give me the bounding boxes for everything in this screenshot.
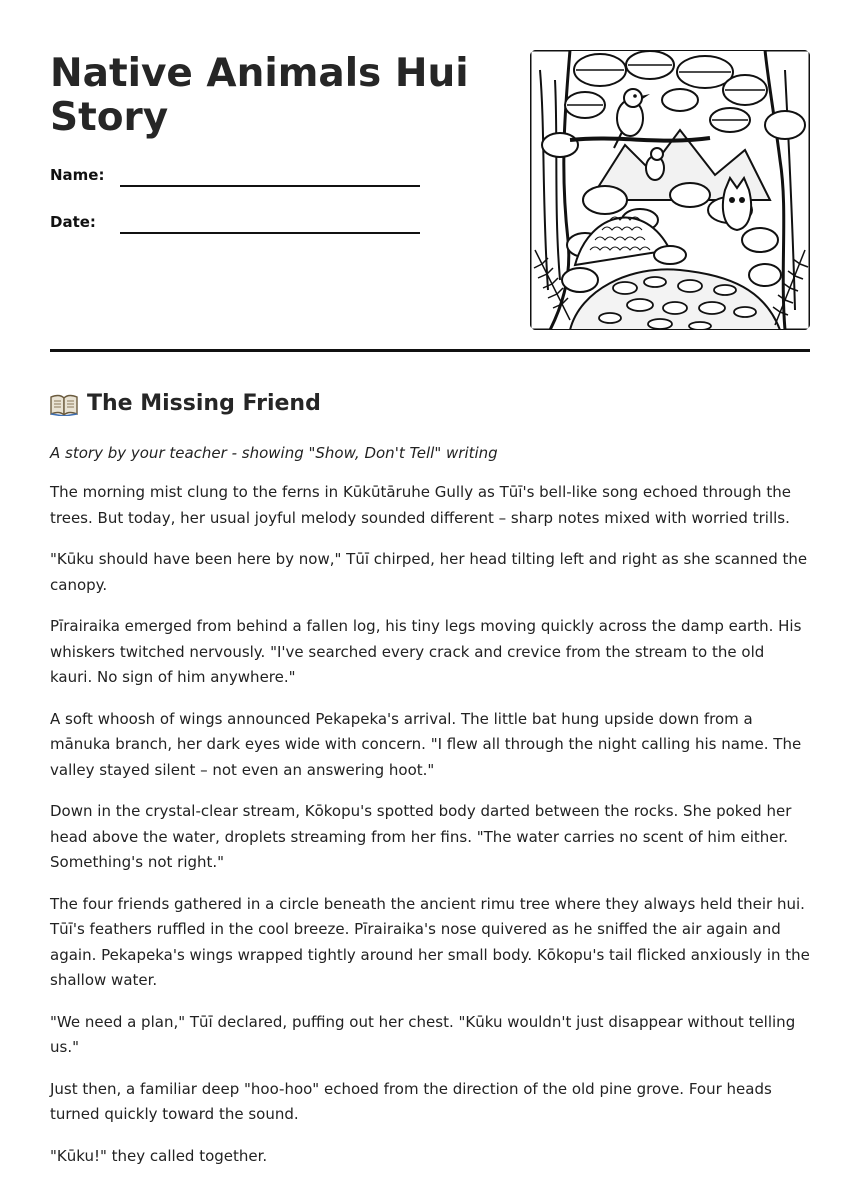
name-label: Name:: [50, 166, 105, 184]
story-paragraph-5: Down in the crystal-clear stream, Kōkopu's spotted body darted between the rocks. She poked her head above the water, droplets streaming from her fins. "The water carries no scent of him either. Something's not right.": [50, 802, 792, 871]
name-write-line: [120, 185, 420, 187]
story-paragraph-3: Pīrairaika emerged from behind a fallen log, his tiny legs moving quickly across the damp earth. His whiskers twitched nervously. "I've searched every crack and crevice from the stream to the old kauri. No sign of him anywhere.": [50, 617, 802, 686]
date-field: [50, 213, 420, 243]
open-book-icon: [50, 393, 78, 415]
story-paragraph-2: "Kūku should have been here by now," Tūī chirped, her head tilting left and right as she scanned the canopy.: [50, 550, 808, 594]
story-byline: A story by your teacher - showing "Show, Don't Tell" writing: [50, 444, 498, 462]
date-label: Date:: [50, 213, 96, 231]
story-paragraph-4: A soft whoosh of wings announced Pekapeka's arrival. The little bat hung upside down from a mānuka branch, her dark eyes wide with concern. "I flew all through the night calling his name. The valley stayed silent – not even an answering hoot.": [50, 709, 802, 779]
story-section: [50, 387, 810, 1185]
header-divider: [50, 349, 810, 352]
page-title: Native Animals Hui Story: [50, 51, 469, 140]
story-paragraph-6: The four friends gathered in a circle beneath the ancient rimu tree where they always held their hui. Tūī's feathers ruffled in the cool breeze. Pīrairaika's nose quivered as he sniffed the air again and again. Pekapeka's wings wrapped tightly around her small body. Kōkopu's tail flicked anxiously in the shallow water.: [50, 894, 810, 989]
forest-stream-illustration: [530, 50, 810, 330]
story-title-text: The Missing Friend: [87, 391, 321, 416]
story-paragraph-9: "Kūku!" they called together.: [50, 1146, 268, 1165]
date-write-line: [120, 232, 420, 234]
name-field: [50, 166, 420, 196]
story-paragraph-1: The morning mist clung to the ferns in Kūkūtāruhe Gully as Tūī's bell-like song echoed through the trees. But today, her usual joyful melody sounded different – sharp notes mixed with worried trills.: [50, 483, 791, 527]
worksheet-page: [50, 0, 810, 1165]
worksheet-header: [50, 0, 810, 352]
story-heading: [50, 387, 810, 421]
story-paragraph-7: "We need a plan," Tūī declared, puffing out her chest. "Kūku wouldn't just disappear without telling us.": [50, 1012, 796, 1056]
story-paragraph-8: Just then, a familiar deep "hoo-hoo" echoed from the direction of the old pine grove. Four heads turned quickly toward the sound.: [50, 1079, 772, 1123]
